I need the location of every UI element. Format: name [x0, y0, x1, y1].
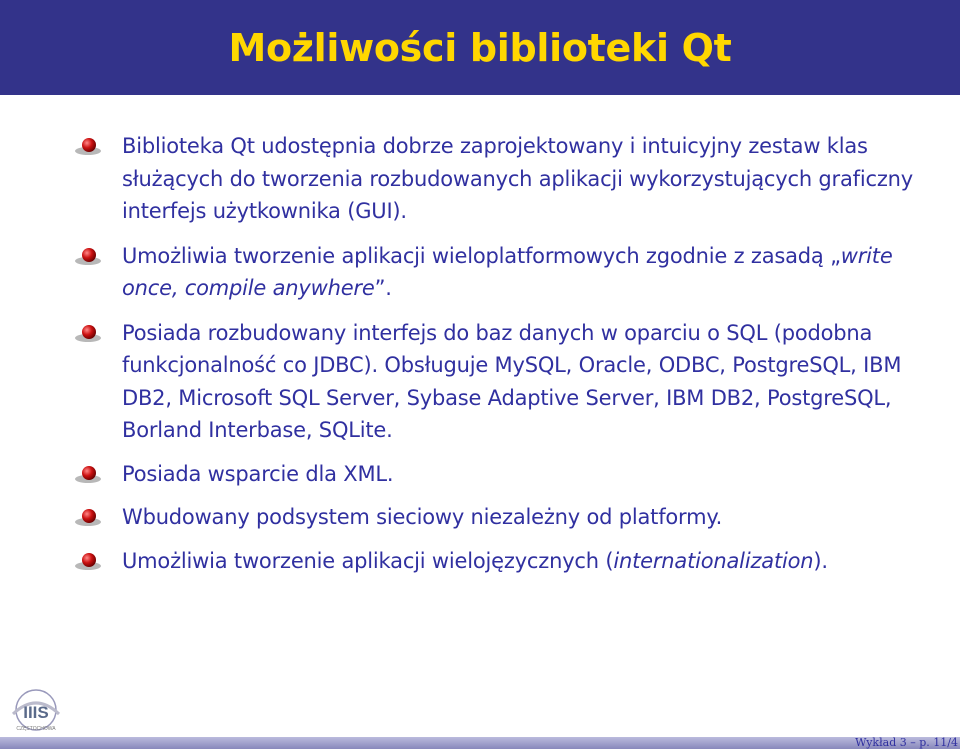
list-item-emphasis: write once, compile anywhere	[122, 243, 893, 300]
bullet-ball-icon	[74, 247, 102, 267]
list-item	[122, 240, 922, 305]
list-item-text: Posiada rozbudowany interfejs do baz danych w oparciu o SQL (podobna funkcjonalność co JDBC). Obsługuje MySQL, Oracle, ODBC, PostgreSQL, IBM DB2, Microsoft SQL Server, Sybase Adaptive Server, IBM DB2, PostgreSQL, Borland Interbase, SQLite.	[122, 320, 902, 442]
list-item-text: Umożliwia tworzenie aplikacji wieloplatformowych zgodnie z zasadą „	[122, 243, 841, 268]
footer-bar	[0, 737, 960, 749]
bullet-ball-icon	[74, 465, 102, 485]
list-item	[122, 545, 922, 578]
list-item-text-end: ).	[813, 548, 828, 573]
institute-logo-icon	[5, 688, 67, 734]
bullet-list	[0, 130, 960, 577]
bullet-ball-icon	[74, 552, 102, 572]
logo-subtext: CZĘSTOCHOWA	[16, 726, 56, 732]
list-item	[122, 317, 922, 447]
slide-title: Możliwości biblioteki Qt	[228, 25, 732, 70]
list-item-text: Wbudowany podsystem sieciowy niezależny od platformy.	[122, 505, 723, 529]
list-item-text: Posiada wsparcie dla XML.	[122, 461, 394, 486]
logo-text: IIIS	[23, 703, 49, 722]
list-item	[122, 458, 922, 491]
list-item	[122, 130, 922, 228]
list-item	[122, 501, 922, 534]
list-item-text: Umożliwia tworzenie aplikacji wielojęzycznych (	[122, 548, 614, 573]
footer-page-info: Wykład 3 – p. 11/4	[855, 736, 958, 749]
list-item-emphasis: internationalization	[613, 548, 814, 573]
list-item-text: Biblioteka Qt udostępnia dobrze zaprojektowany i intuicyjny zestaw klas służących do tworzenia rozbudowanych aplikacji wykorzystujących graficzny interfejs użytkownika (GUI).	[122, 134, 913, 223]
list-item-text-end: ”.	[374, 276, 392, 300]
bullet-ball-icon	[74, 508, 102, 528]
bullet-ball-icon	[74, 137, 102, 157]
bullet-ball-icon	[74, 324, 102, 344]
